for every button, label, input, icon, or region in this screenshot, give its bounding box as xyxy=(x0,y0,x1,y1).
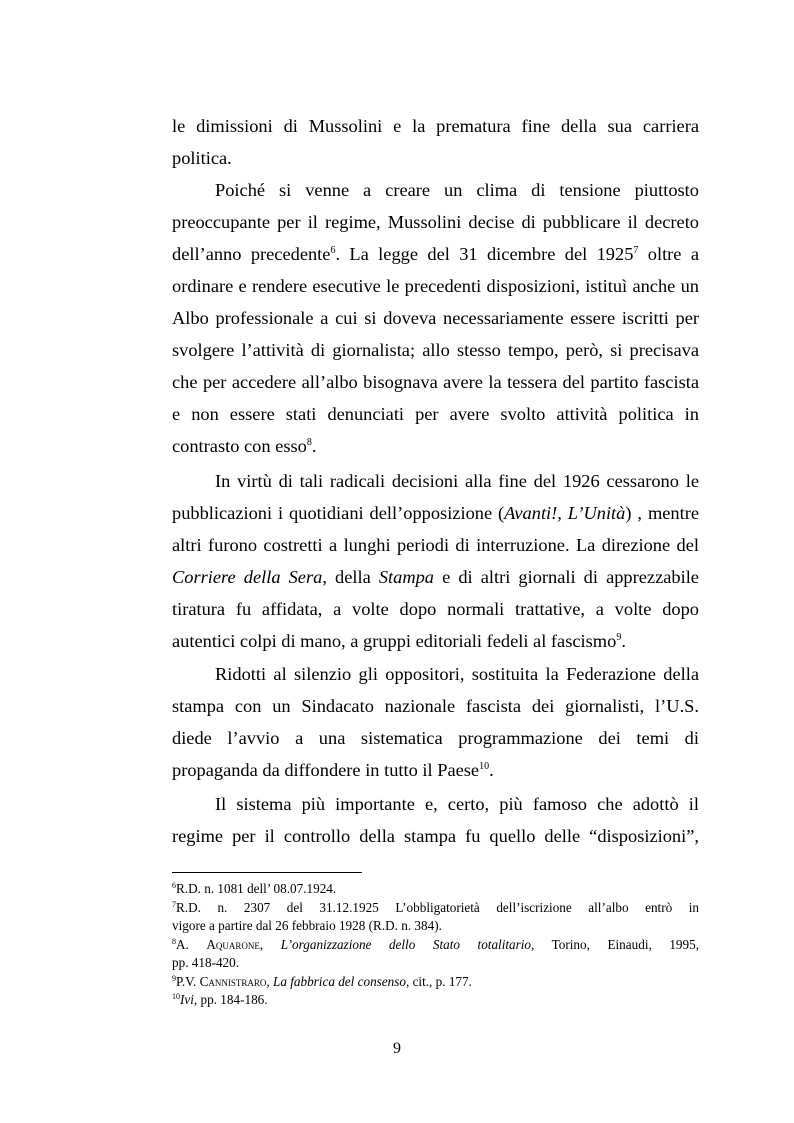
text-line: ordinare e rendere esecutive le precedenti disposizioni, istituì anche un xyxy=(172,276,699,296)
text-line xyxy=(172,754,699,786)
text-line xyxy=(172,625,699,657)
text-span: . xyxy=(621,631,626,651)
footnote-text: R.D. n. 1081 dell’ 08.07.1924. xyxy=(176,881,337,896)
text-span: . xyxy=(311,436,317,456)
footnote-7 xyxy=(172,899,699,917)
text-span: autentici colpi di mano, a gruppi editoriali fedeli al fascismo xyxy=(172,631,617,651)
footnote-text: A. xyxy=(176,937,207,952)
text-span: ) , mentre xyxy=(625,503,699,523)
text-span: dell’anno precedente xyxy=(172,244,331,264)
text-line: regime per il controllo della stampa fu quello delle “disposizioni”, xyxy=(172,826,699,846)
footnote-ref-10: 10 xyxy=(479,761,490,772)
text-line: le dimissioni di Mussolini e la prematura fine della sua carriera xyxy=(172,116,699,136)
footnote-text: P.V. xyxy=(176,974,200,989)
book-title: L’organizzazione dello Stato totalitario xyxy=(280,937,532,952)
text-line: svolgere l’attività di giornalista; allo stesso tempo, però, si precisava xyxy=(172,340,699,360)
text-line: preoccupante per il regime, Mussolini decise di pubblicare il decreto xyxy=(172,212,699,232)
text-line: altri furono costretti a lunghi periodi di interruzione. La direzione del xyxy=(172,535,699,555)
footnote-number: 6 xyxy=(172,881,176,890)
footnote-6 xyxy=(172,880,699,898)
footnote-text: R.D. n. 2307 del 31.12.1925 L’obbligatorietà dell’iscrizione all’albo entrò in xyxy=(176,900,699,915)
footnote-ref-6: 6 xyxy=(330,245,336,256)
newspaper-name: Corriere della Sera xyxy=(172,567,323,587)
footnote-text: , pp. 184-186. xyxy=(193,992,268,1007)
footnote-7-cont: vigore a partire dal 26 febbraio 1928 (R.D. n. 384). xyxy=(172,918,442,933)
text-line: politica. xyxy=(172,148,232,168)
text-line xyxy=(172,561,699,593)
footnote-ref-8: 8 xyxy=(306,437,312,448)
footnote-number: 8 xyxy=(172,937,176,946)
footnote-ref-9: 9 xyxy=(616,632,622,643)
footnote-separator xyxy=(172,872,362,873)
footnote-text: Ivi xyxy=(180,992,194,1007)
footnote-ref-7: 7 xyxy=(633,245,639,256)
text-span: propaganda da diffondere in tutto il Paese xyxy=(172,760,480,780)
text-line xyxy=(172,497,699,529)
author-name: Cannistraro xyxy=(199,974,267,989)
footnote-9 xyxy=(172,973,699,991)
text-line: e non essere stati denunciati per avere svolto attività politica in xyxy=(172,404,699,424)
text-span: oltre a xyxy=(638,244,699,264)
text-span: contrasto con esso xyxy=(172,436,307,456)
page-number: 9 xyxy=(393,1040,401,1057)
text-line xyxy=(172,238,699,270)
footnote-10 xyxy=(172,991,699,1009)
footnote-number: 10 xyxy=(172,992,180,1001)
text-span: pubblicazioni i quotidiani dell’opposizione ( xyxy=(172,503,505,523)
text-line: Ridotti al silenzio gli oppositori, sostituita la Federazione della xyxy=(215,664,699,684)
text-span: , della xyxy=(322,567,379,587)
text-line: Il sistema più importante e, certo, più famoso che adottò il xyxy=(215,794,699,814)
footnote-8 xyxy=(172,936,699,954)
footnote-8-cont: pp. 418-420. xyxy=(172,955,240,970)
text-line: Poiché si venne a creare un clima di tensione piuttosto xyxy=(215,180,699,200)
text-line: che per accedere all’albo bisognava avere la tessera del partito fascista xyxy=(172,372,699,392)
text-line: tiratura fu affidata, a volte dopo normali trattative, a volte dopo xyxy=(172,599,699,619)
text-span: . xyxy=(489,760,494,780)
footnote-number: 7 xyxy=(172,900,176,909)
text-line: stampa con un Sindacato nazionale fascista dei giornalisti, l’U.S. xyxy=(172,696,699,716)
text-line: In virtù di tali radicali decisioni alla fine del 1926 cessarono le xyxy=(215,471,699,491)
footnote-text: , cit., p. 177. xyxy=(405,974,472,989)
newspaper-names: Avanti!, L’Unità xyxy=(504,503,626,523)
text-line xyxy=(172,430,699,462)
book-title: La fabbrica del consenso xyxy=(273,974,406,989)
text-line: diede l’avvio a una sistematica programmazione dei temi di xyxy=(172,728,699,748)
text-line: Albo professionale a cui si doveva necessariamente essere iscritti per xyxy=(172,308,699,328)
author-name: Aquarone xyxy=(206,937,260,952)
footnote-number: 9 xyxy=(172,974,176,983)
footnote-text: , Torino, Einaudi, 1995, xyxy=(531,937,700,952)
footnote-text: , xyxy=(266,974,273,989)
text-span: . La legge del 31 dicembre del 1925 xyxy=(335,244,634,264)
text-span: e di altri giornali di apprezzabile xyxy=(434,567,699,587)
newspaper-name: Stampa xyxy=(378,567,435,587)
footnote-text: , xyxy=(259,937,281,952)
